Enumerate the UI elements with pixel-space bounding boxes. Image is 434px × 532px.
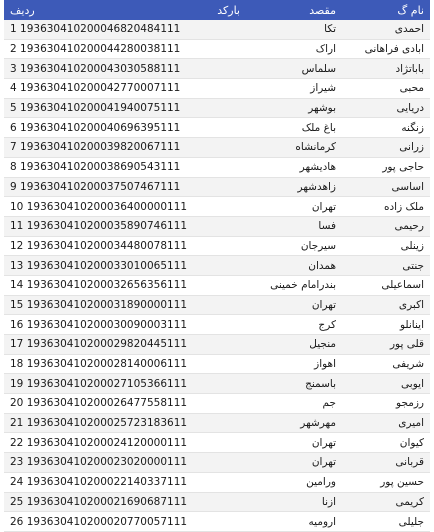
cell-name: زنگنه [342,118,430,138]
cell-name: کیوان [342,433,430,453]
cell-name: باباتژاد [342,59,430,79]
barcode-value: 193630410200031890000111 [26,298,188,311]
row-number: 7 [10,141,17,154]
row-number: 9 [10,180,17,193]
table-body [4,20,430,531]
row-number: 19 [10,377,24,390]
table-row[interactable] [4,394,430,414]
barcode-value: 193630410200040696395111 [20,121,181,134]
row-number: 1 [10,23,17,36]
cell-destination: کرمانشاه [246,138,342,158]
cell-name: دریایی [342,98,430,118]
barcode-value: 193630410200035890746111 [26,220,188,233]
table-row[interactable] [4,433,430,453]
cell-row-barcode [4,197,246,217]
cell-destination: کرج [246,315,342,335]
table-header-row [4,0,430,20]
row-number: 2 [10,43,17,56]
cell-destination: تهران [246,433,342,453]
cell-row-barcode [4,374,246,394]
cell-row-barcode [4,138,246,158]
table-row[interactable] [4,315,430,335]
cell-name: جنتی [342,256,430,276]
cell-row-barcode [4,315,246,335]
cell-destination: مهرشهر [246,413,342,433]
cell-name: جلیلی [342,512,430,532]
barcode-value: 193630410200041940075111 [20,102,181,115]
cell-destination: تهران [246,453,342,473]
cell-name: اسماعیلی [342,275,430,295]
cell-destination: تهران [246,295,342,315]
cell-name: شریفی [342,354,430,374]
table-row[interactable] [4,413,430,433]
cell-row-barcode [4,335,246,355]
row-number: 20 [10,397,24,410]
row-number: 17 [10,338,24,351]
barcode-value: 193630410200046820484111 [20,23,181,36]
cell-row-barcode [4,79,246,99]
barcode-value: 193630410200038690543111 [20,161,181,174]
row-number: 26 [10,515,24,528]
cell-row-barcode [4,216,246,236]
table-row[interactable] [4,492,430,512]
table-row[interactable] [4,236,430,256]
barcode-value: 193630410200032656356111 [26,279,188,292]
row-number: 5 [10,102,17,115]
barcode-value: 193630410200034480078111 [26,239,188,252]
row-number: 15 [10,298,24,311]
table-row[interactable] [4,157,430,177]
table-row[interactable] [4,216,430,236]
cell-destination: سلماس [246,59,342,79]
cell-name: ایوبی [342,374,430,394]
row-number: 10 [10,200,24,213]
cell-row-barcode [4,20,246,39]
cell-name: رزمجو [342,394,430,414]
barcode-value: 193630410200023020000111 [26,456,188,469]
cell-destination: ورامین [246,472,342,492]
cell-name: ملک زاده [342,197,430,217]
cell-row-barcode [4,472,246,492]
barcode-value: 193630410200024120000111 [26,436,188,449]
shipment-table [4,0,430,532]
table-row[interactable] [4,98,430,118]
row-number: 3 [10,62,17,75]
row-number: 21 [10,417,24,430]
table-row[interactable] [4,20,430,39]
barcode-value: 193630410200044280038111 [20,43,181,56]
cell-name: امیری [342,413,430,433]
row-number: 14 [10,279,24,292]
cell-row-barcode [4,453,246,473]
cell-row-barcode [4,275,246,295]
cell-name: زینلی [342,236,430,256]
column-header-row-number[interactable]: ردیف [4,0,176,20]
barcode-value: 193630410200022140337111 [26,476,188,489]
row-number: 13 [10,259,24,272]
cell-name: رحیمی [342,216,430,236]
table-row[interactable] [4,39,430,59]
cell-destination: هادیشهر [246,157,342,177]
cell-name: قلی پور [342,335,430,355]
cell-name: محبی [342,79,430,99]
cell-name: حسین پور [342,472,430,492]
table-row[interactable] [4,295,430,315]
cell-destination: جم [246,394,342,414]
barcode-value: 193630410200025723183611 [26,417,188,430]
cell-destination: ارومیه [246,512,342,532]
cell-name: ابادی فراهانی [342,39,430,59]
cell-row-barcode [4,118,246,138]
table-row[interactable] [4,118,430,138]
row-number: 18 [10,358,24,371]
barcode-value: 193630410200036400000111 [26,200,188,213]
row-number: 6 [10,121,17,134]
cell-row-barcode [4,39,246,59]
cell-name: اینانلو [342,315,430,335]
cell-destination: بندرامام خمینی [246,275,342,295]
cell-row-barcode [4,256,246,276]
row-number: 25 [10,495,24,508]
cell-name: اکبری [342,295,430,315]
table-row[interactable] [4,374,430,394]
cell-destination: باغ ملک [246,118,342,138]
table-row[interactable] [4,197,430,217]
row-number: 4 [10,82,17,95]
cell-destination: سیرجان [246,236,342,256]
cell-row-barcode [4,413,246,433]
cell-name: احمدی [342,20,430,39]
barcode-value: 193630410200043030588111 [20,62,181,75]
table-row[interactable] [4,177,430,197]
row-number: 23 [10,456,24,469]
table-row[interactable] [4,275,430,295]
table-row[interactable] [4,354,430,374]
row-number: 22 [10,436,24,449]
table-row[interactable] [4,79,430,99]
row-number: 11 [10,220,24,233]
table-row[interactable] [4,138,430,158]
row-number: 16 [10,318,24,331]
cell-destination: ازنا [246,492,342,512]
column-header-destination[interactable]: مقصد [246,0,342,20]
cell-destination: زاهدشهر [246,177,342,197]
cell-row-barcode [4,394,246,414]
cell-destination: شیراز [246,79,342,99]
barcode-value: 193630410200039820067111 [20,141,181,154]
cell-destination: فسا [246,216,342,236]
cell-row-barcode [4,295,246,315]
cell-row-barcode [4,512,246,532]
cell-name: حاجی پور [342,157,430,177]
cell-row-barcode [4,157,246,177]
barcode-value: 193630410200027105366111 [26,377,188,390]
barcode-value: 193630410200026477558111 [26,397,188,410]
barcode-value: 193630410200028140006111 [26,358,188,371]
cell-destination: منجیل [246,335,342,355]
table-row[interactable] [4,453,430,473]
cell-row-barcode [4,433,246,453]
barcode-value: 193630410200033010065111 [26,259,188,272]
table-row[interactable] [4,472,430,492]
cell-name: اساسی [342,177,430,197]
cell-row-barcode [4,236,246,256]
table-row[interactable] [4,512,430,532]
cell-name: زرانی [342,138,430,158]
table-row[interactable] [4,59,430,79]
barcode-value: 193630410200030090003111 [26,318,188,331]
row-number: 12 [10,239,24,252]
barcode-value: 193630410200029820445111 [26,338,188,351]
barcode-value: 193630410200021690687111 [26,495,188,508]
row-number: 24 [10,476,24,489]
column-header-name[interactable]: نام گ [342,0,430,20]
table-row[interactable] [4,335,430,355]
cell-row-barcode [4,354,246,374]
cell-row-barcode [4,492,246,512]
cell-destination: تهران [246,197,342,217]
cell-destination: اراک [246,39,342,59]
cell-destination: بوشهر [246,98,342,118]
cell-destination: همدان [246,256,342,276]
cell-name: کریمی [342,492,430,512]
barcode-value: 193630410200037507467111 [20,180,181,193]
cell-row-barcode [4,59,246,79]
row-number: 8 [10,161,17,174]
cell-name: قربانی [342,453,430,473]
table-row[interactable] [4,256,430,276]
column-header-barcode[interactable]: بارکد [176,0,246,20]
cell-row-barcode [4,177,246,197]
barcode-value: 193630410200042770007111 [20,82,181,95]
cell-row-barcode [4,98,246,118]
barcode-value: 193630410200020770057111 [26,515,188,528]
cell-destination: اهواز [246,354,342,374]
cell-destination: تکا [246,20,342,39]
cell-destination: باسمنج [246,374,342,394]
